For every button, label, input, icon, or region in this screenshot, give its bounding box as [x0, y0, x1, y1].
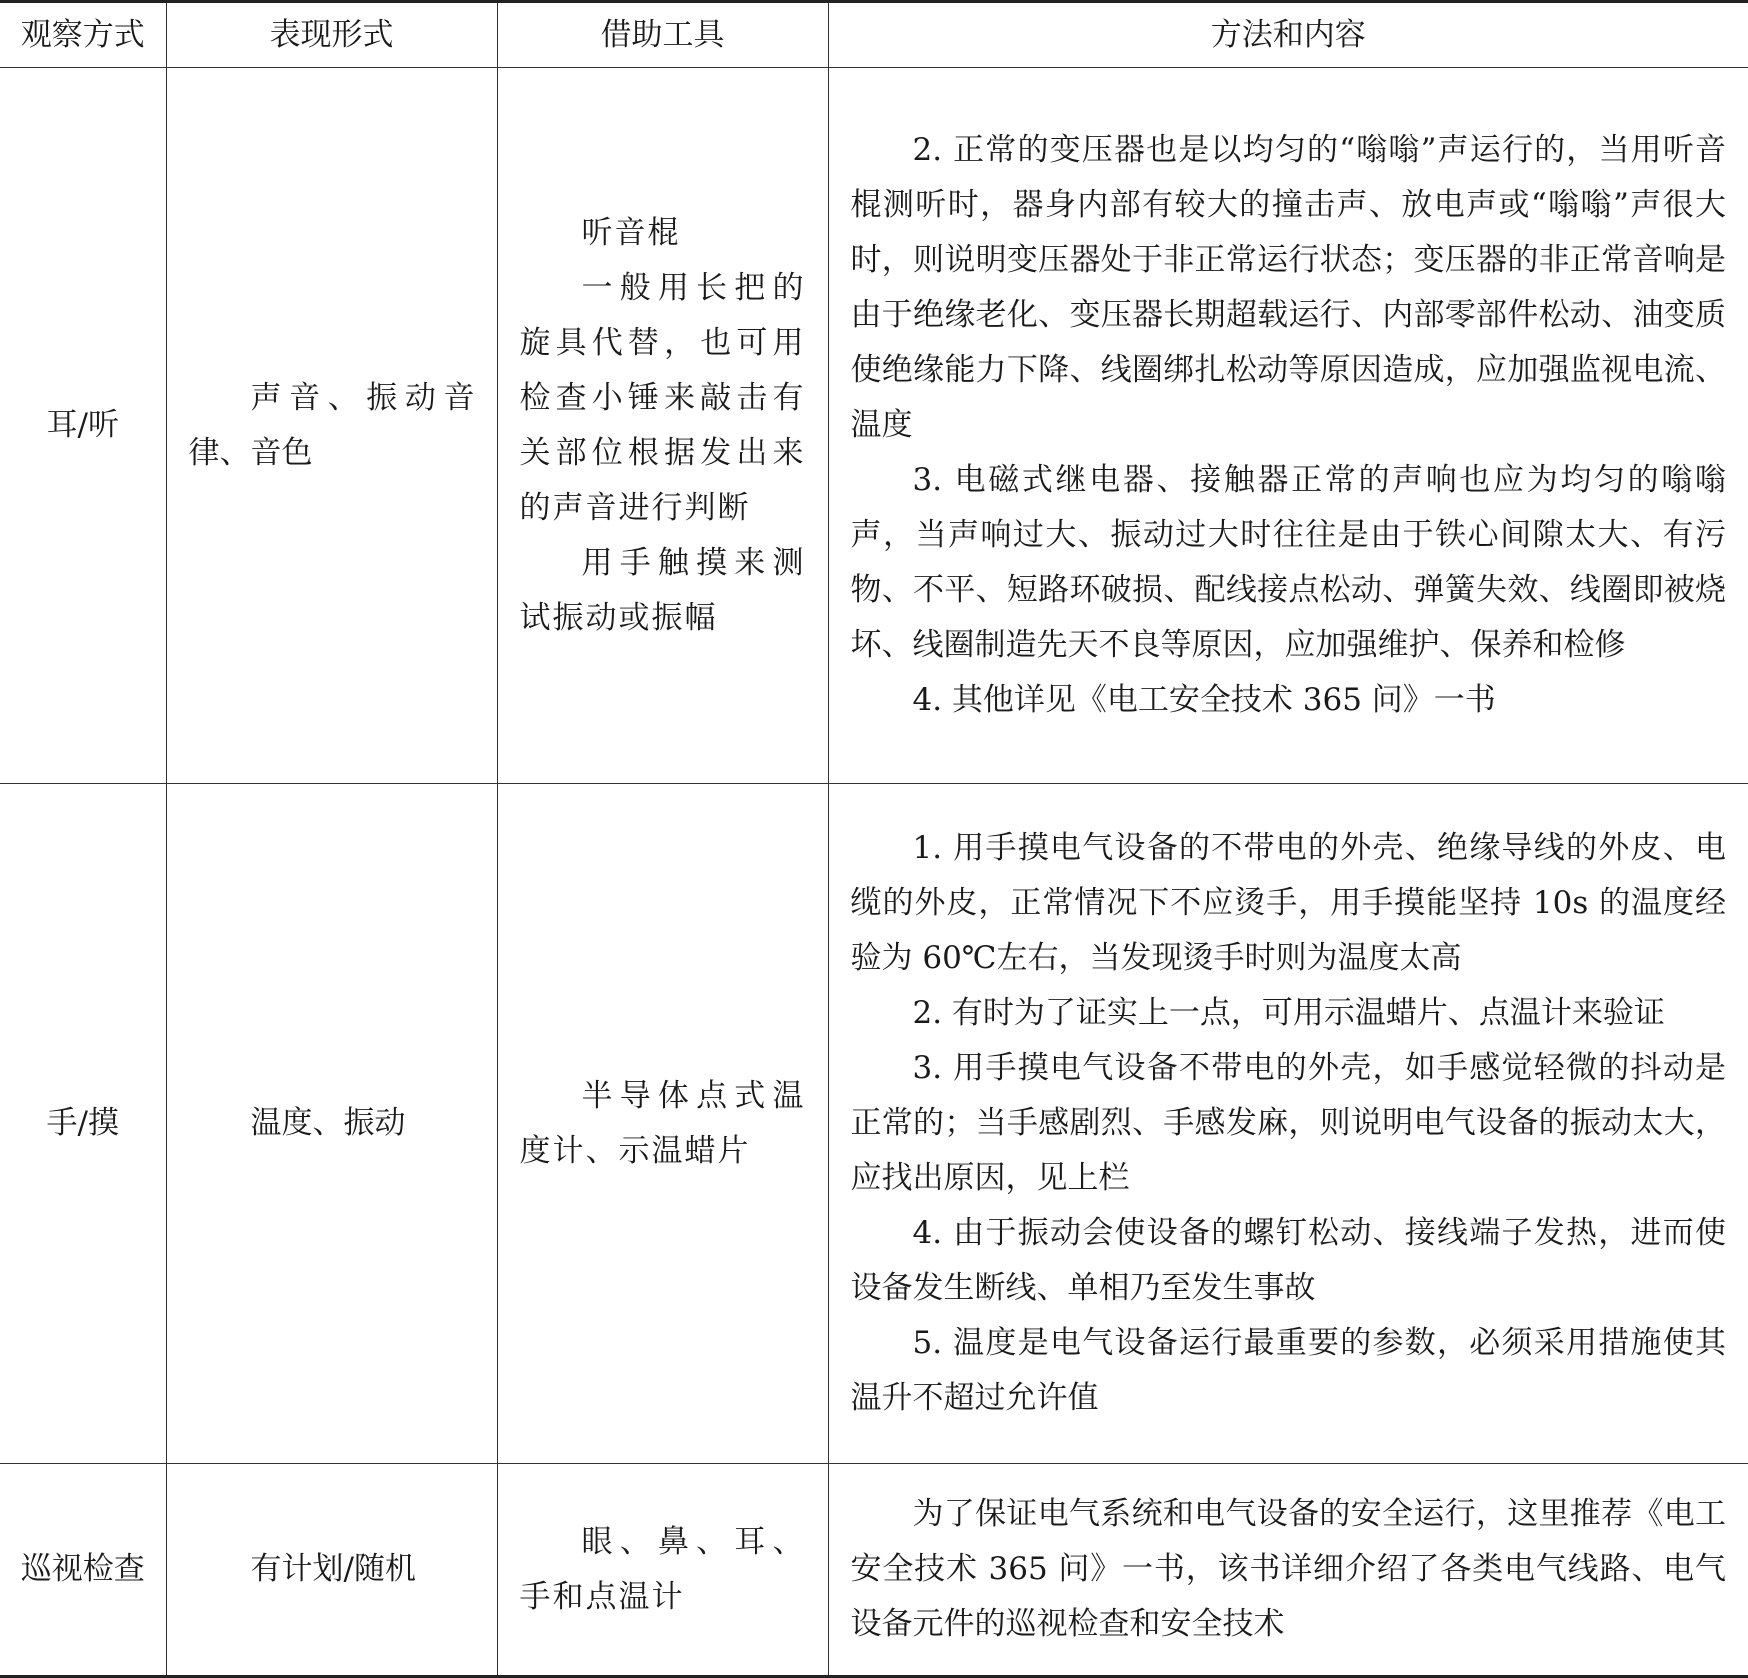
cell-form	[166, 68, 497, 784]
content-paragraph: 4. 由于振动会使设备的螺钉松动、接线端子发热，进而使设备发生断线、单相乃至发生事故	[850, 1215, 1726, 1306]
cell-tools	[497, 1464, 828, 1677]
content-paragraph: 5. 温度是电气设备运行最重要的参数，必须采用措施使其温升不超过允许值	[850, 1325, 1726, 1416]
table-row	[0, 1464, 1748, 1677]
content-paragraph: 为了保证电气系统和电气设备的安全运行，这里推荐《电工安全技术 365 问》一书，该书详细介绍了各类电气线路、电气设备元件的巡视检查和安全技术	[850, 1496, 1726, 1642]
tools-text: 眼、鼻、耳、手和点温计	[519, 1523, 806, 1615]
header-tools: 借助工具	[497, 2, 828, 68]
cell-method: 耳/听	[0, 68, 166, 784]
tools-text: 听音棍	[581, 214, 681, 251]
cell-tools	[497, 784, 828, 1464]
content-paragraph: 2. 有时为了证实上一点，可用示温蜡片、点温计来验证	[912, 995, 1665, 1031]
table-header-row	[0, 2, 1748, 68]
table-row	[0, 784, 1748, 1464]
cell-content	[828, 68, 1748, 784]
cell-method: 手/摸	[0, 784, 166, 1464]
header-content: 方法和内容	[828, 2, 1748, 68]
form-text: 声音、振动音律、音色	[188, 379, 475, 471]
cell-method: 巡视检查	[0, 1464, 166, 1677]
cell-form	[166, 784, 497, 1464]
content-paragraph: 2. 正常的变压器也是以均匀的“嗡嗡”声运行的，当用听音棍测听时，器身内部有较大的撞击声、放电声或“嗡嗡”声很大时，则说明变压器处于非正常运行状态；变压器的非正常音响是由于绝缘老化、变压器长期超载运行、内部零部件松动、油变质使绝缘能力下降、线圈绑扎松动等原因造成，应加强监视电流、温度	[850, 132, 1726, 443]
tools-text: 一般用长把的旋具代替，也可用检查小锤来敲击有关部位根据发出来的声音进行判断	[519, 269, 806, 526]
content-paragraph: 3. 电磁式继电器、接触器正常的声响也应为均匀的嗡嗡声，当声响过大、振动过大时往往是由于铁心间隙太大、有污物、不平、短路环破损、配线接点松动、弹簧失效、线圈即被烧坏、线圈制造先天不良等原因，应加强维护、保养和检修	[850, 462, 1726, 663]
tools-text: 用手触摸来测试振动或振幅	[519, 544, 806, 636]
form-text: 有计划/随机	[250, 1551, 416, 1587]
cell-content	[828, 1464, 1748, 1677]
cell-content	[828, 784, 1748, 1464]
cell-tools	[497, 68, 828, 784]
tools-text: 半导体点式温度计、示温蜡片	[519, 1077, 806, 1169]
content-paragraph: 4. 其他详见《电工安全技术 365 问》一书	[912, 682, 1496, 718]
header-form: 表现形式	[166, 2, 497, 68]
content-paragraph: 3. 用手摸电气设备不带电的外壳，如手感觉轻微的抖动是正常的；当手感剧烈、手感发麻，则说明电气设备的振动太大，应找出原因，见上栏	[850, 1050, 1726, 1196]
cell-form	[166, 1464, 497, 1677]
header-method: 观察方式	[0, 2, 166, 68]
form-text: 温度、振动	[250, 1105, 406, 1141]
table-row	[0, 68, 1748, 784]
content-paragraph: 1. 用手摸电气设备的不带电的外壳、绝缘导线的外皮、电缆的外皮，正常情况下不应烫手，用手摸能坚持 10s 的温度经验为 60℃左右，当发现烫手时则为温度太高	[850, 830, 1726, 976]
